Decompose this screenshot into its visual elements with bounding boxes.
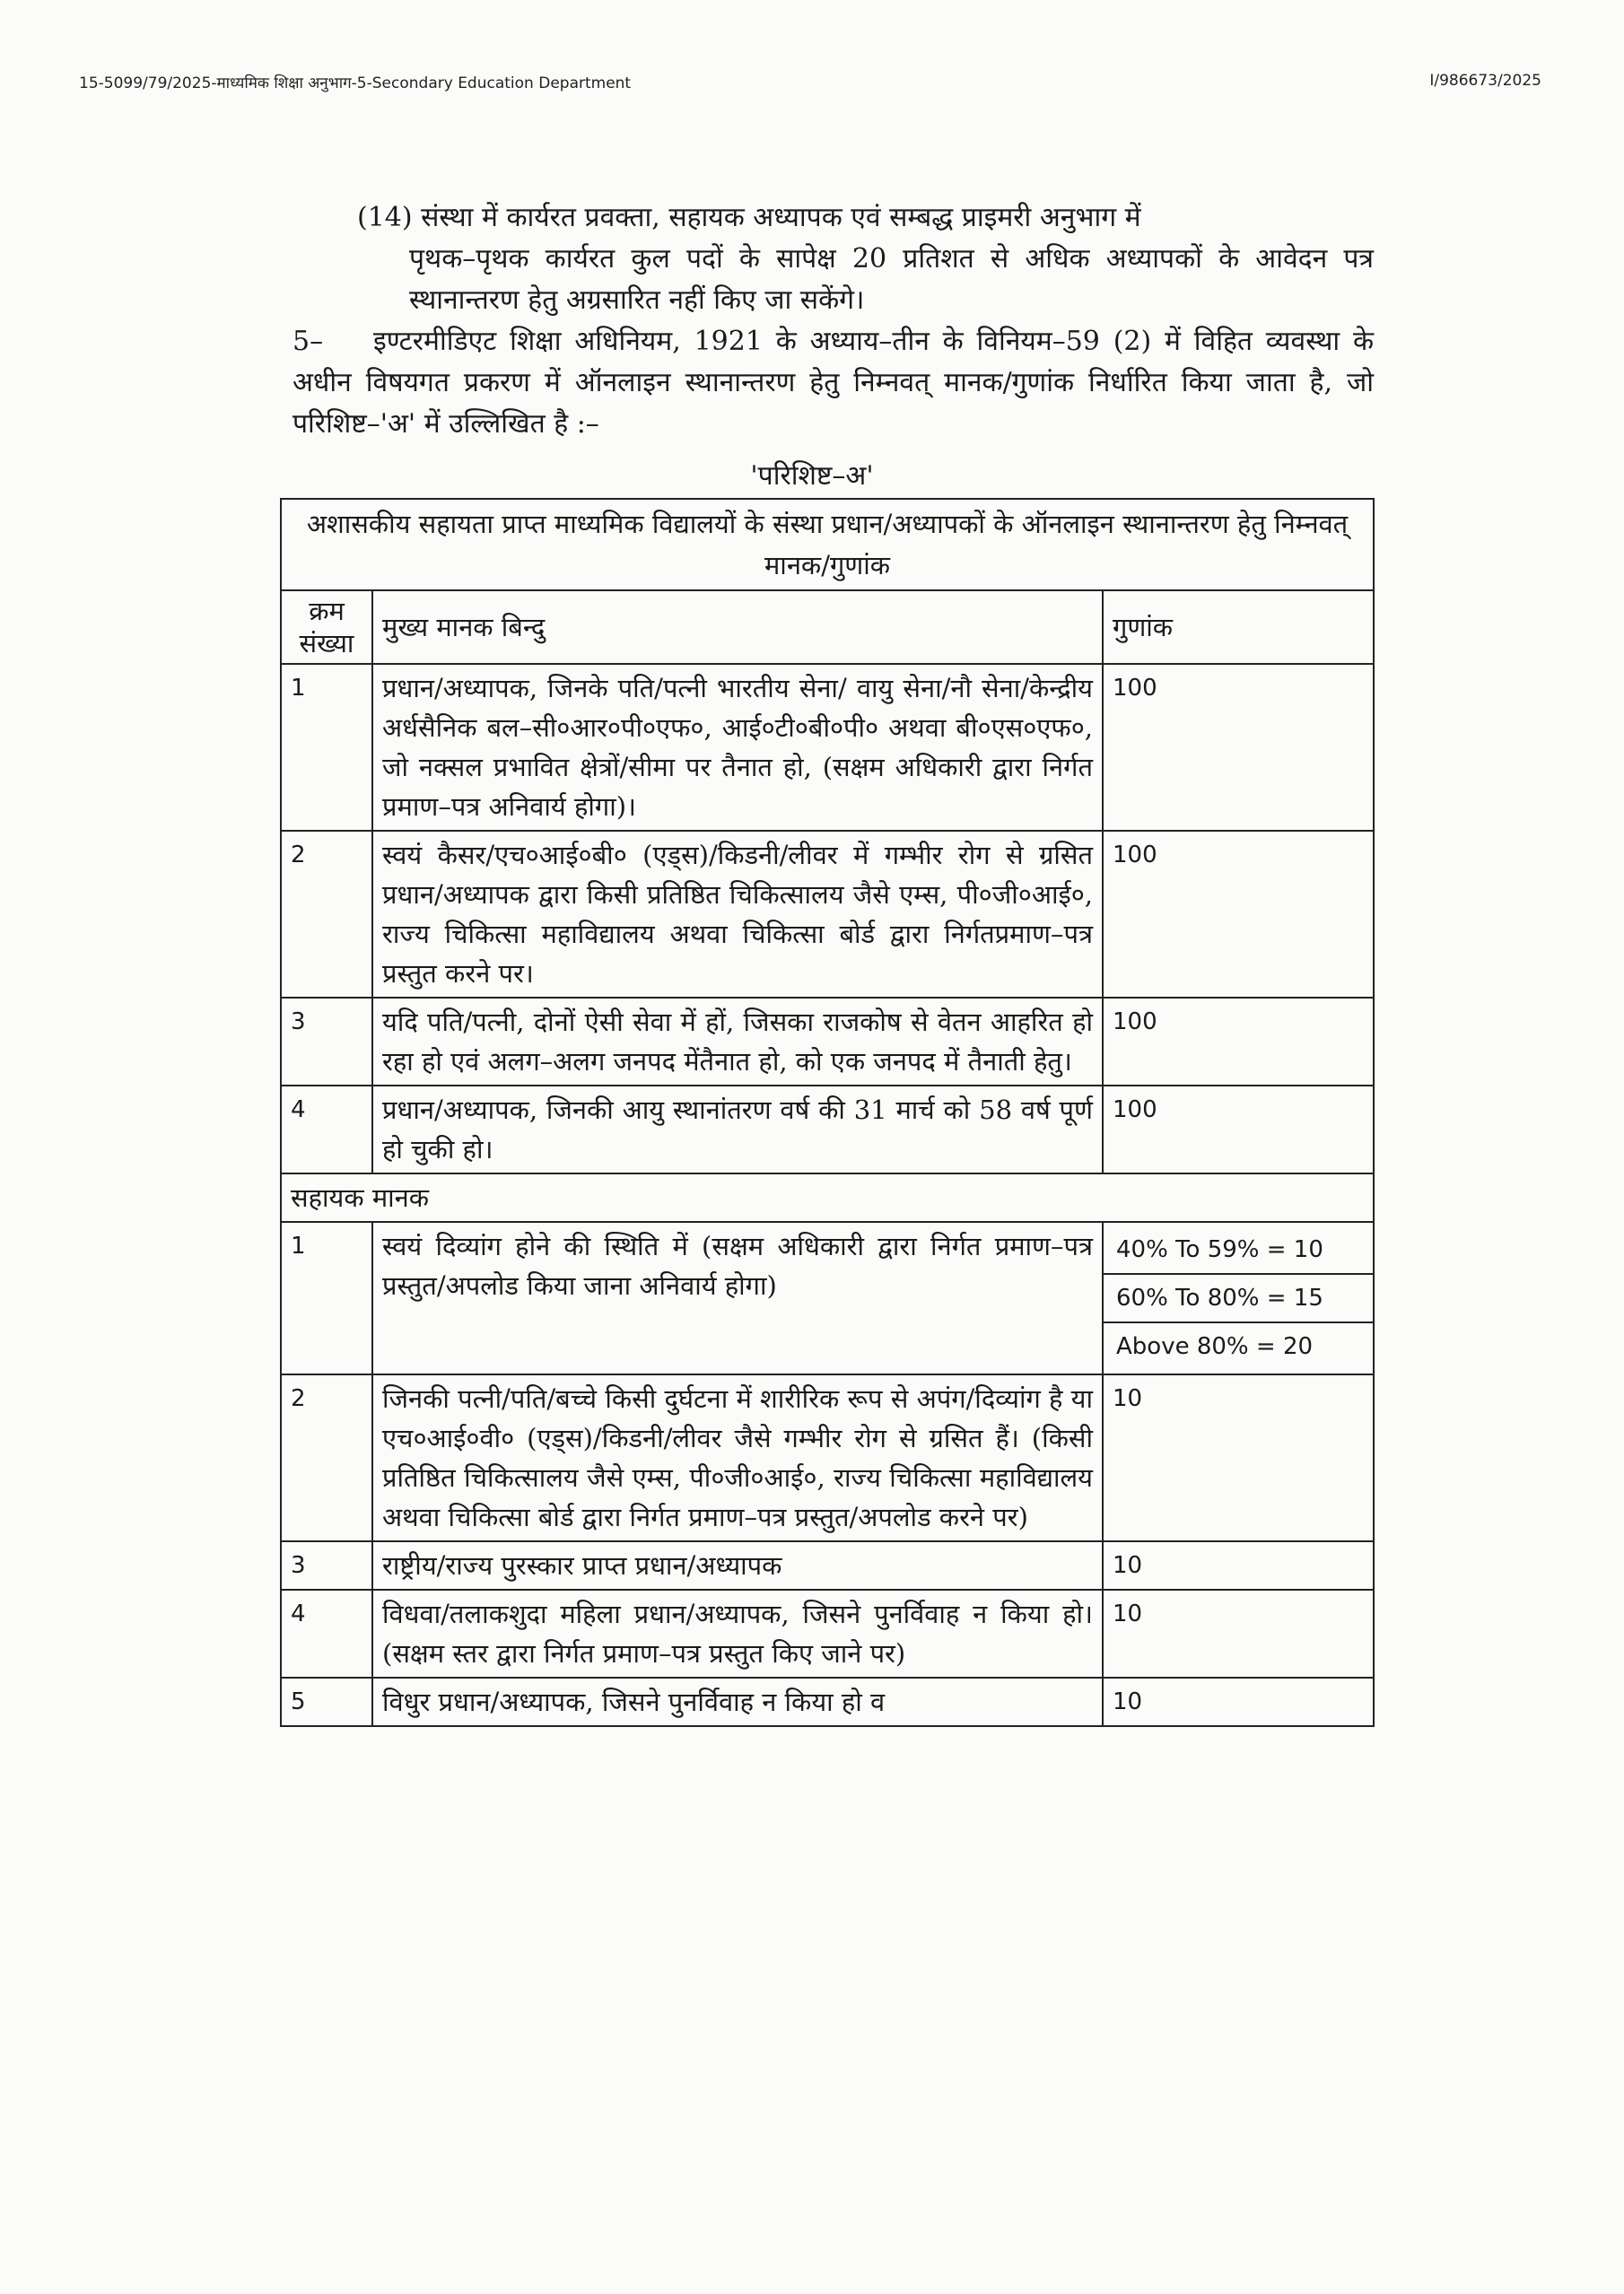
score-band: 40% To 59% = 10 xyxy=(1116,1236,1323,1263)
row-criteria: प्रधान/अध्यापक, जिनके पति/पत्नी भारतीय सेना/ वायु सेना/नौ सेना/केन्द्रीय अर्धसैनिक बल–सी०आर०पी०एफ०, आई०टी०बी०पी० अथवा बी०एस०एफ०, जो नक्सल प्रभावित क्षेत्रों/सीमा पर तैनात हो, (सक्षम अधिकारी द्वारा निर्गत प्रमाण–पत्र अनिवार्य होगा)। xyxy=(372,664,1103,831)
row-score: 10 xyxy=(1103,1678,1374,1726)
table-header-row xyxy=(281,590,1374,664)
appendix-caption: 'परिशिष्ट–अ' xyxy=(750,460,874,492)
row-score-bands xyxy=(1103,1222,1374,1374)
table-row xyxy=(281,664,1374,831)
row-criteria: स्वयं कैसर/एच०आई०बी० (एड्स)/किडनी/लीवर में गम्भीर रोग से ग्रसित प्रधान/अध्यापक द्वारा किसी प्रतिष्ठित चिकित्सालय जैसे एम्स, पी०जी०आई०, राज्य चिकित्सा महाविद्यालय अथवा चिकित्सा बोर्ड द्वारा निर्गतप्रमाण–पत्र प्रस्तुत करने पर। xyxy=(372,831,1103,998)
row-criteria: विधुर प्रधान/अध्यापक, जिसने पुनर्विवाह न किया हो व xyxy=(372,1678,1103,1726)
document-id-header: I/986673/2025 xyxy=(1429,72,1541,90)
table-row xyxy=(281,1222,1374,1374)
row-criteria: राष्ट्रीय/राज्य पुरस्कार प्राप्त प्रधान/अध्यापक xyxy=(372,1541,1103,1590)
row-serial: 2 xyxy=(281,1374,372,1541)
row-score: 100 xyxy=(1103,664,1374,831)
clause-14 xyxy=(292,197,1374,321)
table-title-row xyxy=(281,499,1374,590)
row-score: 100 xyxy=(1103,1086,1374,1173)
table-row xyxy=(281,1374,1374,1541)
sub-heading-row xyxy=(281,1173,1374,1222)
row-serial: 4 xyxy=(281,1086,372,1173)
row-criteria: प्रधान/अध्यापक, जिनकी आयु स्थानांतरण वर्ष की 31 मार्च को 58 वर्ष पूर्ण हो चुकी हो। xyxy=(372,1086,1103,1173)
file-reference-header: 15-5099/79/2025-माध्यमिक शिक्षा अनुभाग-5-Secondary Education Department xyxy=(79,74,632,92)
row-serial: 5 xyxy=(281,1678,372,1726)
section-5-number: 5– xyxy=(292,326,324,357)
row-criteria: स्वयं दिव्यांग होने की स्थिति में (सक्षम अधिकारी द्वारा निर्गत प्रमाण–पत्र प्रस्तुत/अपलोड किया जाना अनिवार्य होगा) xyxy=(372,1222,1103,1374)
table-row xyxy=(281,998,1374,1086)
clause-14-first-line: संस्था में कार्यरत प्रवक्ता, सहायक अध्यापक एवं सम्बद्ध प्राइमरी अनुभाग में xyxy=(421,202,1141,233)
table-row xyxy=(281,1086,1374,1173)
row-serial: 4 xyxy=(281,1590,372,1678)
table-row xyxy=(281,1590,1374,1678)
row-serial: 3 xyxy=(281,998,372,1086)
row-score: 10 xyxy=(1103,1590,1374,1678)
table-row xyxy=(281,1541,1374,1590)
row-serial: 3 xyxy=(281,1541,372,1590)
section-5 xyxy=(292,321,1374,445)
header-score: गुणांक xyxy=(1103,590,1374,664)
table-row xyxy=(281,831,1374,998)
row-score: 100 xyxy=(1103,831,1374,998)
clause-14-continuation: पृथक–पृथक कार्यरत कुल पदों के सापेक्ष 20 प्रतिशत से अधिक अध्यापकों के आवेदन पत्र स्थानान्तरण हेतु अग्रसारित नहीं किए जा सकेंगे। xyxy=(409,243,1374,316)
score-band: 60% To 80% = 15 xyxy=(1104,1273,1373,1321)
row-serial: 1 xyxy=(281,1222,372,1374)
sub-criteria-heading: सहायक मानक xyxy=(281,1173,1374,1222)
row-score: 10 xyxy=(1103,1541,1374,1590)
table-row xyxy=(281,1678,1374,1726)
header-serial-number: क्रम संख्या xyxy=(281,590,372,664)
criteria-table xyxy=(280,498,1375,1727)
header-main-criteria: मुख्य मानक बिन्दु xyxy=(372,590,1103,664)
row-serial: 2 xyxy=(281,831,372,998)
score-band: Above 80% = 20 xyxy=(1104,1321,1373,1370)
section-5-text: इण्टरमीडिएट शिक्षा अधिनियम, 1921 के अध्याय–तीन के विनियम–59 (2) में विहित व्यवस्था के अधीन विषयगत प्रकरण में ऑनलाइन स्थानान्तरण हेतु निम्नवत् मानक/गुणांक निर्धारित किया जाता है, जो परिशिष्ट–'अ' में उल्लिखित है :– xyxy=(292,326,1374,440)
row-criteria: विधवा/तलाकशुदा महिला प्रधान/अध्यापक, जिसने पुनर्विवाह न किया हो। (सक्षम स्तर द्वारा निर्गत प्रमाण–पत्र प्रस्तुत किए जाने पर) xyxy=(372,1590,1103,1678)
row-criteria: जिनकी पत्नी/पति/बच्चे किसी दुर्घटना में शारीरिक रूप से अपंग/दिव्यांग है या एच०आई०वी० (एड्स)/किडनी/लीवर जैसे गम्भीर रोग से ग्रसित हैं। (किसी प्रतिष्ठित चिकित्सालय जैसे एम्स, पी०जी०आई०, राज्य चिकित्सा महाविद्यालय अथवा चिकित्सा बोर्ड द्वारा निर्गत प्रमाण–पत्र प्रस्तुत/अपलोड करने पर) xyxy=(372,1374,1103,1541)
row-serial: 1 xyxy=(281,664,372,831)
row-criteria: यदि पति/पत्नी, दोनों ऐसी सेवा में हों, जिसका राजकोष से वेतन आहरित हो रहा हो एवं अलग–अलग जनपद मेंतैनात हो, को एक जनपद में तैनाती हेतु। xyxy=(372,998,1103,1086)
table-title: अशासकीय सहायता प्राप्त माध्यमिक विद्यालयों के संस्था प्रधान/अध्यापकों के ऑनलाइन स्थानान्तरण हेतु निम्नवत् मानक/गुणांक xyxy=(281,499,1374,590)
row-score: 100 xyxy=(1103,998,1374,1086)
clause-14-number: (14) xyxy=(357,202,413,233)
row-score: 10 xyxy=(1103,1374,1374,1541)
